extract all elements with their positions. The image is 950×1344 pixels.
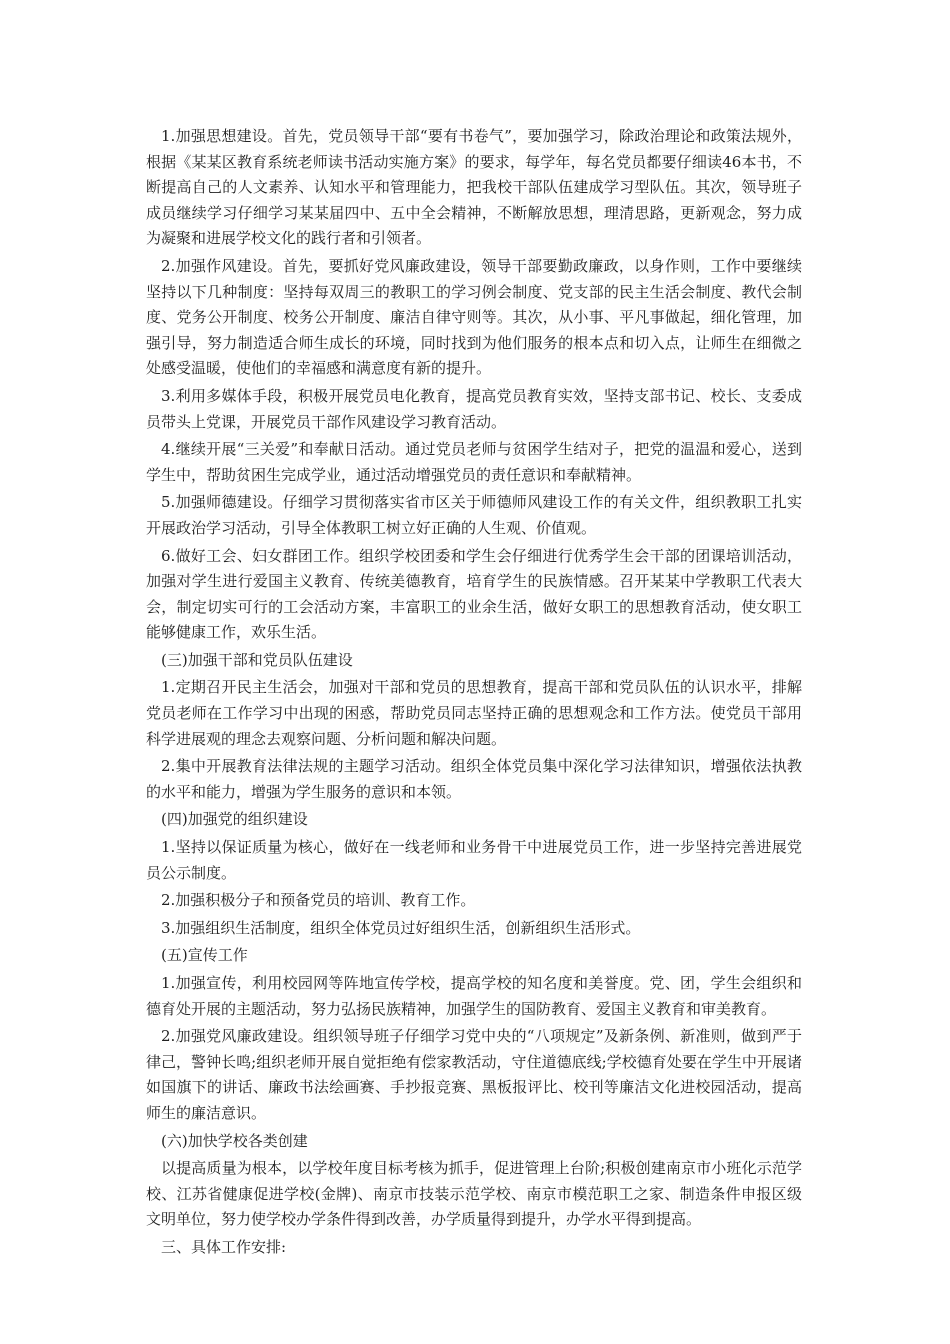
heading-section-5: (五)宣传工作	[161, 946, 248, 965]
heading-specific-arrangements: 三、具体工作安排:	[161, 1237, 287, 1256]
heading-section-6: (六)加快学校各类创建	[161, 1131, 308, 1150]
heading-section-4: (四)加强党的组织建设	[161, 810, 308, 829]
para-work-style: 2.加强作风建设。首先，要抓好党风廉政建设，领导干部要勤政廉政，以身作则，工作中要继续坚持以下几种制度：坚持每双周三的教职工的学习例会制度、党支部的民主生活会制度、教代会制度、党务公开制度、校务公开制度、廉洁自律守则等。其次，从小事、平凡事做起，细化管理，加强引导，努力制造适合师生成长的环境，同时找到为他们服务的根本点和切入点，让师生在细微之处感受温暖，使他们的幸福感和满意度有新的提升。	[146, 256, 802, 378]
para-law-study: 2.集中开展教育法律法规的主题学习活动。组织全体党员集中深化学习法律知识，增强依法执教的水平和能力，增强为学生服务的意识和本领。	[146, 757, 802, 801]
para-multimedia: 3.利用多媒体手段，积极开展党员电化教育，提高党员教育实效，坚持支部书记、校长、支委成员带头上党课，开展党员干部作风建设学习教育活动。	[146, 386, 802, 431]
heading-section-3: (三)加强干部和党员队伍建设	[161, 650, 353, 669]
para-creation: 以提高质量为根本，以学校年度目标考核为抓手，促进管理上台阶;积极创建南京市小班化示范学校、江苏省健康促进学校(金牌)、南京市技装示范学校、南京市模范职工之家、制造条件申报区级文明单位，努力使学校办学条件得到改善，办学质量得到提升，办学水平得到提高。	[146, 1159, 802, 1229]
para-teacher-ethics: 5.加强师德建设。仔细学习贯彻落实省市区关于师德师风建设工作的有关文件，组织教职工扎实开展政治学习活动，引导全体教职工树立好正确的人生观、价值观。	[146, 493, 802, 537]
para-org-life: 3.加强组织生活制度，组织全体党员过好组织生活，创新组织生活形式。	[161, 918, 641, 937]
para-democratic-life: 1.定期召开民主生活会，加强对干部和党员的思想教育，提高干部和党员队伍的认识水平，排解党员老师在工作学习中出现的困惑，帮助党员同志坚持正确的思想观念和工作方法。使党员干部用科学进展观的理念去观察问题、分析问题和解决问题。	[146, 678, 802, 748]
para-quality-core: 1.坚持以保证质量为核心，做好在一线老师和业务骨干中进展党员工作，进一步坚持完善进展党员公示制度。	[146, 838, 802, 882]
para-integrity: 2.加强党风廉政建设。组织领导班子仔细学习党中央的“八项规定”及新条例、新准则，做到严于律己，警钟长鸣;组织老师开展自觉拒绝有偿家教活动，守住道德底线;学校德育处要在学生中开展诸如国旗下的讲话、廉政书法绘画赛、手抄报竞赛、黑板报评比、校刊等廉洁文化进校园活动，提高师生的廉洁意识。	[146, 1027, 802, 1122]
para-publicity: 1.加强宣传，利用校园网等阵地宣传学校，提高学校的知名度和美誉度。党、团，学生会组织和德育处开展的主题活动，努力弘扬民族精神，加强学生的国防教育、爱国主义教育和审美教育。	[146, 974, 802, 1018]
para-three-care: 4.继续开展“三关爱”和奉献日活动。通过党员老师与贫困学生结对子，把党的温温和爱心，送到学生中，帮助贫困生完成学业，通过活动增强党员的责任意识和奉献精神。	[146, 440, 802, 484]
para-union: 6.做好工会、妇女群团工作。组织学校团委和学生会仔细进行优秀学生会干部的团课培训活动，加强对学生进行爱国主义教育、传统美德教育，培育学生的民族情感。召开某某中学教职工代表大会，制定切实可行的工会活动方案，丰富职工的业余生活，做好女职工的思想教育活动，使女职工能够健康工作，欢乐生活。	[146, 546, 802, 642]
document-body	[146, 124, 802, 1261]
para-ideology: 1.加强思想建设。首先，党员领导干部“要有书卷气”，要加强学习，除政治理论和政策法规外，根据《某某区教育系统老师读书活动实施方案》的要求，每学年，每名党员都要仔细读46本书，不断提高自己的人文素养、认知水平和管理能力，把我校干部队伍建成学习型队伍。其次，领导班子成员继续学习仔细学习某某届四中、五中全会精神，不断解放思想，理清思路，更新观念，努力成为凝聚和进展学校文化的践行者和引领者。	[146, 127, 802, 248]
para-activists: 2.加强积极分子和预备党员的培训、教育工作。	[161, 891, 476, 910]
